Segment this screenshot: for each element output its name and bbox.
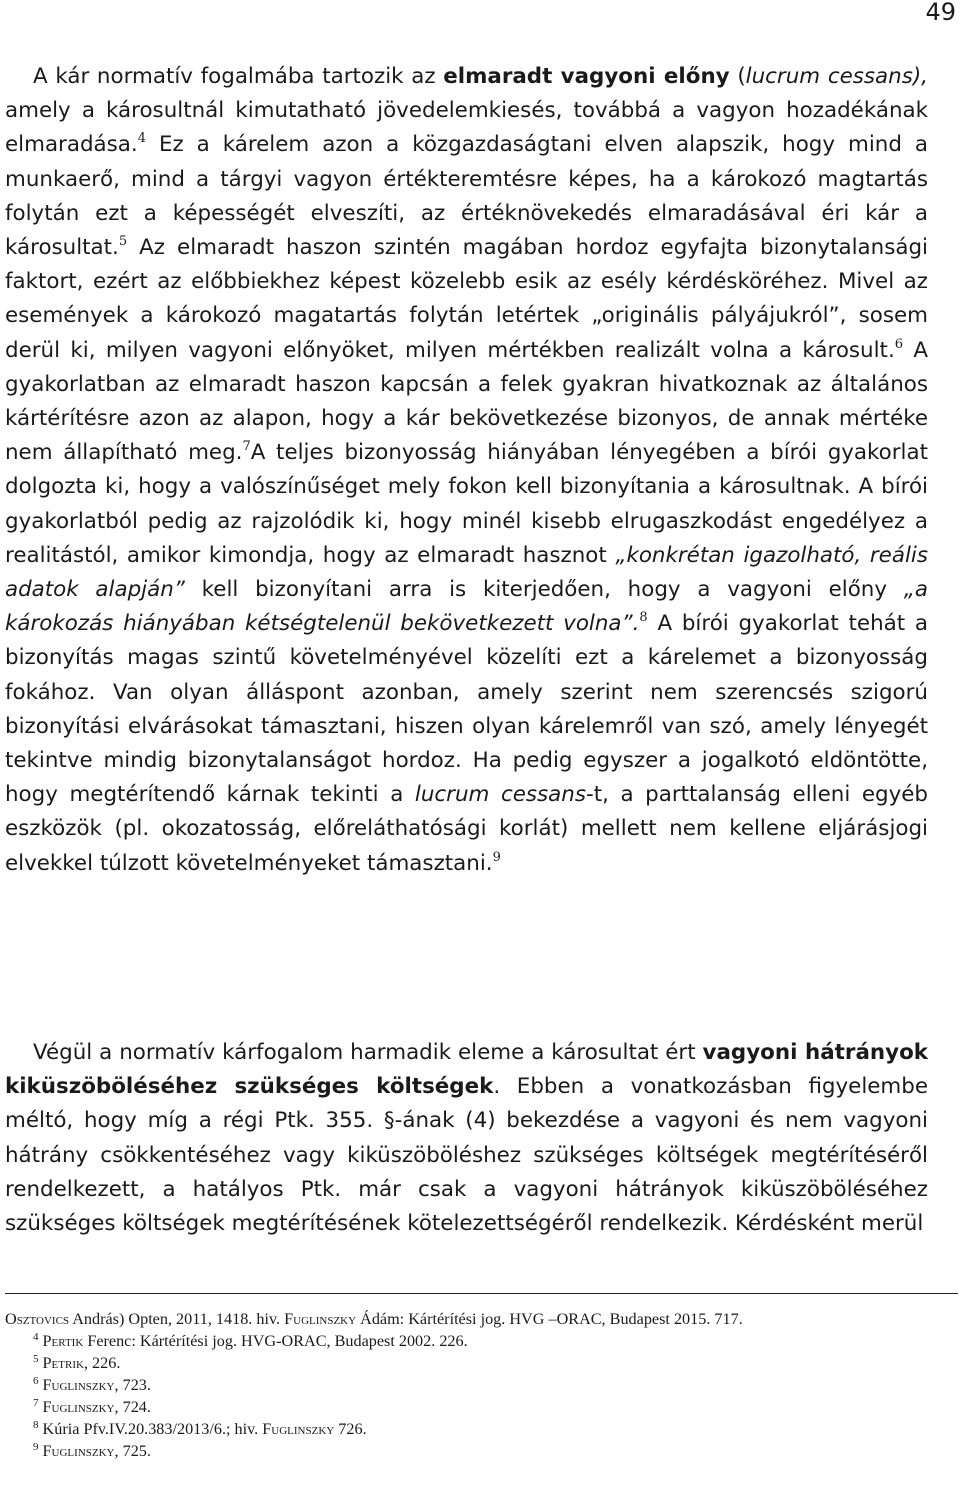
footnote-5: $^5$ Petrik, 226. (33, 1353, 121, 1372)
term-lucrum-cessans-2: lucrum cessans (414, 782, 586, 808)
term-elmaradt-vagyoni-elony: elmaradt vagyoni előny (443, 64, 730, 89)
footnote-ref-5[interactable]: 5 (118, 234, 128, 250)
page-number: 49 (925, 0, 956, 26)
paragraph-koltsegek: Végül a normatív kárfogalom harmadik eleme a károsultat ért vagyoni hátrányok kiküszöböléséhez szükséges költségek. Ebben a vonatkozásban figyelembe méltó, hogy míg a régi Ptk. 355. §-ának (4) bekezdése a vagyoni és nem vagyoni hátrány csökkentéséhez vagy kiküszöböléshez szükséges költségek megtérítéséről rendelkezett, a hatályos Ptk. már csak a vagyoni hátrányok kiküszöböléséhez szükséges költségek megtérítésének kötelezettségéről rendelkezik. Kérdésként merül (5, 1040, 929, 1237)
paragraph-lucrum-cessans: A kár normatív fogalmába tartozik az elmaradt vagyoni előny (lucrum cessans), amely a károsultnál kimutatható jövedelemkiesés, továbbá a vagyon hozadékának elmaradása.$^4$ Ez a kárelem azon a közgazdaságtani elven alapszik, hogy mind a munkaerő, mind a tárgyi vagyon értékteremtésre képes, ha a károkozó magtartás folytán ezt a képességét elveszíti, az értéknövekedés elmaradásával éri kár a károsultat.$^5$ Az elmaradt haszon szintén magában hordoz egyfajta bizonytalansági faktort, ezért az előbbiekhez képest közelebb esik az esély kérdésköréhez. Mivel az események a károkozó magatartás folytán letértek „originális pályájukról”, sosem derül ki, milyen vagyoni előnyöket, milyen mértékben realizált volna a károsult.$^6$ A gyakorlatban az elmaradt haszon kapcsán a felek gyakran hivatkoznak az általános kártérítésre azon az alapon, hogy a kár bekövetkezése bizonyos, de annak mértéke nem állapítható meg.$^7$A teljes bizonyosság hiányában lényegében a bírói gyakorlat dolgozta ki, hogy a valószínűséget mely fokon kell bizonyítania a károsultnak. A bírói gyakorlatból pedig az rajzolódik ki, hogy minél kisebb elrugaszkodást engedélyez a realitástól, amikor kimondja, hogy az elmaradt hasznot „konkrétan igazolható, reális adatok alapján” kell bizonyítani arra is kiterjedően, hogy a vagyoni előny „a károkozás hiányában kétségtelenül bekövetkezett volna”.$^8$ A bírói gyakorlat tehát a bizonyítás magas szintű követelményével közelíti ezt a kárelemet a bizonyosság fokához. Van olyan álláspont azonban, amely szerint nem szerencsés szigorú bizonyítási elvárásokat támasztani, hiszen olyan kárelemről van szó, amely lényegét tekintve mindig bizonytalanságot hordoz. Ha pedig egyszer a jogalkotó eldöntötte, hogy megtérítendő kárnak tekinti a lucrum cessans-t, a parttalanság elleni egyéb eszközök (pl. okozatosság, előreláthatósági korlát) mellett nem kellene eljárásjogi elvekkel túlzott követelményeket támasztani.$^9$ (5, 64, 928, 876)
footnote-ref-6[interactable]: 6 (894, 336, 904, 352)
term-lucrum-cessans: lucrum cessans), (745, 64, 928, 89)
footnote-4: $^4$ Pertik Ferenc: Kártérítési jog. HVG-ORAC, Budapest 2002. 226. (33, 1331, 468, 1350)
quote-konkretan: „konkrétan igazolható, reális adatok alapján” (5, 542, 928, 603)
term-vagyoni-hatranyok: vagyoni hátrányok kiküszöböléséhez szükséges költségek (5, 1040, 928, 1100)
footnote-ref-7[interactable]: 7 (242, 439, 251, 455)
footnote-9: $^9$ Fuglinszky, 725. (33, 1441, 151, 1460)
footnote-ref-8[interactable]: 8 (639, 610, 648, 626)
footnote-8: $^8$ Kúria Pfv.IV.20.383/2013/6.; hiv. Fuglinszky 726. (33, 1419, 367, 1438)
footnote-ref-4[interactable]: 4 (137, 131, 146, 147)
footnote-separator (5, 1293, 958, 1294)
footnote-ref-9[interactable]: 9 (492, 849, 501, 865)
quote-karokozas-hianyaban: „a károkozás hiányában kétségtelenül bekövetkezett volna”. (5, 577, 928, 637)
footnotes (5, 1309, 935, 1462)
footnote-continued: Osztovics András) Opten, 2011, 1418. hiv. Fuglinszky Ádám: Kártérítési jog. HVG –ORAC, Budapest 2015. 717. (5, 1310, 743, 1328)
footnote-6: $^6$ Fuglinszky, 723. (33, 1375, 151, 1394)
footnote-7: $^7$ Fuglinszky, 724. (33, 1397, 151, 1416)
